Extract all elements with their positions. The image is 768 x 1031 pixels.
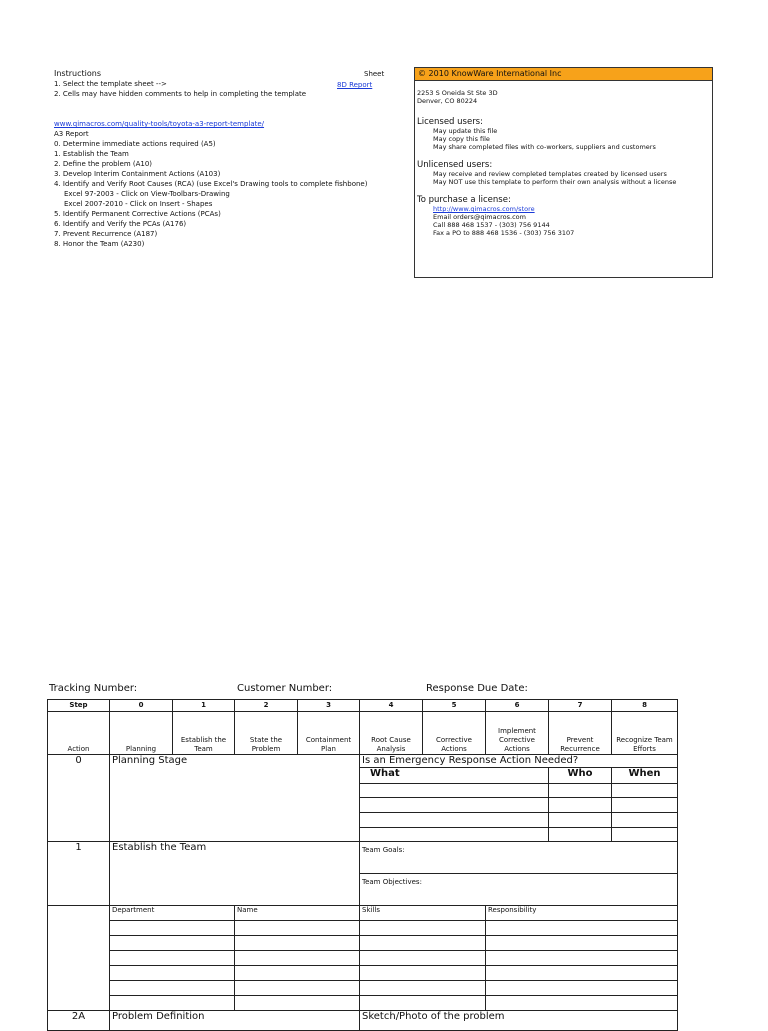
when-header: When xyxy=(612,768,678,784)
skills-cell[interactable] xyxy=(360,921,486,936)
licensed-users-title: Licensed users: xyxy=(417,117,483,127)
action-name: State the Problem xyxy=(235,712,298,755)
name-cell[interactable] xyxy=(235,921,360,936)
skills-cell[interactable] xyxy=(360,996,486,1011)
a3-step: 8. Honor the Team (A230) xyxy=(54,240,145,248)
a3-step: 0. Determine immediate actions required (A5) xyxy=(54,140,216,148)
team-members-header xyxy=(48,906,678,921)
skills-cell[interactable] xyxy=(360,951,486,966)
action-name: Root Cause Analysis xyxy=(360,712,423,755)
when-cell[interactable] xyxy=(612,813,678,828)
address-line: Denver, CO 80224 xyxy=(417,97,478,105)
name-header: Name xyxy=(235,906,360,921)
step-cell: 2A xyxy=(48,1011,110,1031)
step-number: 8 xyxy=(612,700,678,712)
step-cell xyxy=(48,906,110,1011)
step-number: 5 xyxy=(423,700,486,712)
a3-step: 3. Develop Interim Containment Actions (A103) xyxy=(54,170,221,178)
action-name: Planning xyxy=(110,712,173,755)
step-cell: 1 xyxy=(48,842,110,906)
team-member-row xyxy=(48,921,678,936)
qimacros-a3-link[interactable]: www.qimacros.com/quality-tools/toyota-a3-report-template/ xyxy=(54,120,265,128)
unlicensed-users-title: Unlicensed users: xyxy=(417,160,493,170)
department-cell[interactable] xyxy=(110,981,235,996)
action-name: Recognize Team Efforts xyxy=(612,712,678,755)
form-header xyxy=(47,683,677,699)
when-cell[interactable] xyxy=(612,828,678,842)
a3-step: 2. Define the problem (A10) xyxy=(54,160,153,168)
name-cell[interactable] xyxy=(235,996,360,1011)
address-line: 2253 S Oneida St Ste 3D xyxy=(417,89,498,97)
action-name: Implement Corrective Actions xyxy=(486,712,549,755)
copyright-header: © 2010 KnowWare International Inc xyxy=(415,68,712,81)
name-cell[interactable] xyxy=(235,936,360,951)
department-cell[interactable] xyxy=(110,936,235,951)
when-cell[interactable] xyxy=(612,798,678,813)
purchase-title: To purchase a license: xyxy=(417,195,511,205)
licensed-item: May share completed files with co-workers, suppliers and customers xyxy=(433,143,656,151)
step-number: 7 xyxy=(549,700,612,712)
team-member-row xyxy=(48,966,678,981)
store-link[interactable]: http://www.qimacros.com/store xyxy=(433,205,535,213)
responsibility-cell[interactable] xyxy=(486,951,678,966)
sketch-photo-label: Sketch/Photo of the problem xyxy=(360,1011,678,1031)
step-cell: 0 xyxy=(48,755,110,842)
purchase-item: Email orders@qimacros.com xyxy=(433,213,526,221)
who-cell[interactable] xyxy=(549,784,612,798)
name-cell[interactable] xyxy=(235,951,360,966)
department-cell[interactable] xyxy=(110,921,235,936)
what-cell[interactable] xyxy=(360,784,549,798)
step-number: 0 xyxy=(110,700,173,712)
what-header: What xyxy=(360,768,549,784)
8d-report-link[interactable]: 8D Report xyxy=(337,81,373,89)
responsibility-cell[interactable] xyxy=(486,936,678,951)
problem-definition-title: Problem Definition xyxy=(110,1011,360,1031)
a3-step: 1. Establish the Team xyxy=(54,150,129,158)
what-cell[interactable] xyxy=(360,828,549,842)
responsibility-cell[interactable] xyxy=(486,921,678,936)
team-objectives-label: Team Objectives: xyxy=(360,874,678,906)
department-cell[interactable] xyxy=(110,951,235,966)
name-cell[interactable] xyxy=(235,966,360,981)
department-cell[interactable] xyxy=(110,966,235,981)
step-number: 4 xyxy=(360,700,423,712)
a3-step: Excel 2007-2010 - Click on Insert - Shapes xyxy=(64,200,213,208)
step-number: 2 xyxy=(235,700,298,712)
action-name: Containment Plan xyxy=(298,712,360,755)
when-cell[interactable] xyxy=(612,784,678,798)
instruction-line: 1. Select the template sheet --> xyxy=(54,80,167,88)
action-name: Prevent Recurrence xyxy=(549,712,612,755)
step-number: 6 xyxy=(486,700,549,712)
department-header: Department xyxy=(110,906,235,921)
who-header: Who xyxy=(549,768,612,784)
responsibility-cell[interactable] xyxy=(486,981,678,996)
unlicensed-item: May NOT use this template to perform their own analysis without a license xyxy=(433,178,677,186)
department-cell[interactable] xyxy=(110,996,235,1011)
establish-team-title: Establish the Team xyxy=(110,842,360,906)
team-member-row xyxy=(48,981,678,996)
response-due-date-label: Response Due Date: xyxy=(426,683,528,694)
planning-row xyxy=(48,755,678,768)
name-cell[interactable] xyxy=(235,981,360,996)
skills-cell[interactable] xyxy=(360,936,486,951)
action-name: Corrective Actions xyxy=(423,712,486,755)
instructions-title: Instructions xyxy=(54,69,101,78)
step-label: Step xyxy=(48,700,110,712)
action-row xyxy=(48,712,678,755)
purchase-item: Fax a PO to 888 468 1536 - (303) 756 3107 xyxy=(433,229,575,237)
instruction-line: 2. Cells may have hidden comments to help in completing the template xyxy=(54,90,307,98)
team-goals-row xyxy=(48,842,678,874)
instructions-block xyxy=(54,69,384,249)
unlicensed-item: May receive and review completed templates created by licensed users xyxy=(433,170,667,178)
action-label: Action xyxy=(48,712,110,755)
problem-definition-row xyxy=(48,1011,678,1031)
purchase-item: Call 888 468 1537 - (303) 756 9144 xyxy=(433,221,550,229)
what-cell[interactable] xyxy=(360,813,549,828)
step-number: 1 xyxy=(173,700,235,712)
what-cell[interactable] xyxy=(360,798,549,813)
who-cell[interactable] xyxy=(549,798,612,813)
a3-step: 6. Identify and Verify the PCAs (A176) xyxy=(54,220,187,228)
sheet-label: Sheet xyxy=(364,70,385,78)
responsibility-header: Responsibility xyxy=(486,906,678,921)
team-goals-label: Team Goals: xyxy=(360,842,678,874)
skills-cell[interactable] xyxy=(360,966,486,981)
a3-title: A3 Report xyxy=(54,130,89,138)
a3-step: 5. Identify Permanent Corrective Actions (PCAs) xyxy=(54,210,221,218)
a3-step: 4. Identify and Verify Root Causes (RCA) (use Excel's Drawing tools to complete fishbone) xyxy=(54,180,368,188)
who-cell[interactable] xyxy=(549,813,612,828)
customer-number-label: Customer Number: xyxy=(237,683,333,694)
step-number-row xyxy=(48,700,678,712)
a3-step: 7. Prevent Recurrence (A187) xyxy=(54,230,158,238)
responsibility-cell[interactable] xyxy=(486,966,678,981)
licensed-item: May copy this file xyxy=(433,135,490,143)
who-cell[interactable] xyxy=(549,828,612,842)
emergency-question: Is an Emergency Response Action Needed? xyxy=(360,755,678,768)
license-box xyxy=(414,67,713,278)
planning-stage-title: Planning Stage xyxy=(110,755,360,842)
skills-header: Skills xyxy=(360,906,486,921)
action-name: Establish the Team xyxy=(173,712,235,755)
team-member-row xyxy=(48,936,678,951)
step-number: 3 xyxy=(298,700,360,712)
8d-form xyxy=(47,683,677,1031)
team-member-row xyxy=(48,951,678,966)
tracking-number-label: Tracking Number: xyxy=(49,683,138,694)
skills-cell[interactable] xyxy=(360,981,486,996)
responsibility-cell[interactable] xyxy=(486,996,678,1011)
team-member-row xyxy=(48,996,678,1011)
8d-table xyxy=(47,699,678,1031)
a3-step: Excel 97-2003 - Click on View-Toolbars-Drawing xyxy=(64,190,230,198)
licensed-item: May update this file xyxy=(433,127,498,135)
